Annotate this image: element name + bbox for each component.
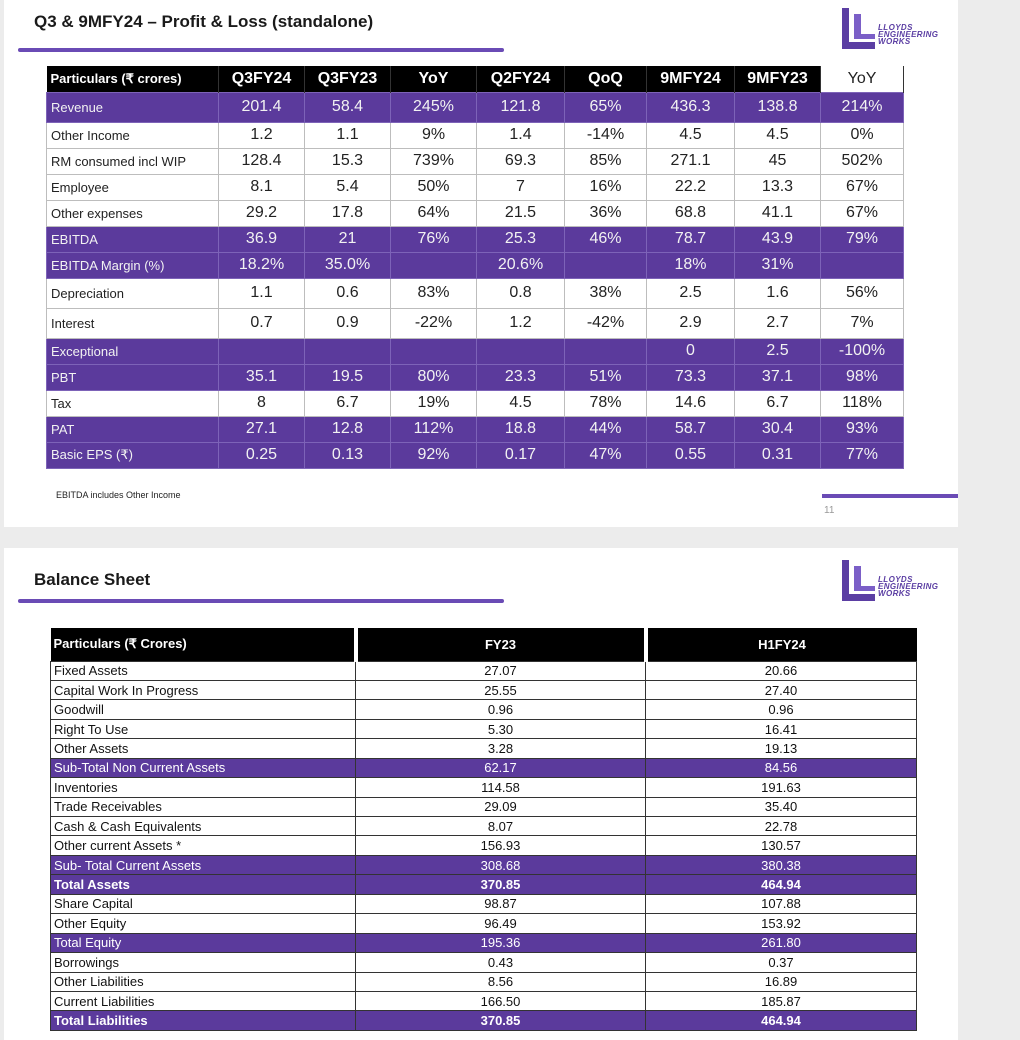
table-cell: 83% <box>391 278 477 308</box>
row-label: Borrowings <box>51 953 356 972</box>
table-cell: 96.49 <box>356 914 646 933</box>
logo-text-line: WORKS <box>878 589 911 598</box>
table-cell: 0.96 <box>356 700 646 719</box>
table-cell: 20.66 <box>646 661 917 680</box>
table-cell: 0.25 <box>219 442 305 468</box>
table-cell: 22.78 <box>646 817 917 836</box>
row-label: Interest <box>47 308 219 338</box>
table-row <box>51 972 917 991</box>
table-row <box>51 797 917 816</box>
footnote: EBITDA includes Other Income <box>56 490 181 500</box>
balance-sheet-slide <box>4 548 958 1040</box>
table-cell: 31% <box>735 252 821 278</box>
table-cell: 58.7 <box>647 416 735 442</box>
table-cell: 0.17 <box>477 442 565 468</box>
table-cell: 7 <box>477 174 565 200</box>
table-row <box>51 1011 917 1030</box>
table-cell: 308.68 <box>356 855 646 874</box>
table-cell: 64% <box>391 200 477 226</box>
table-row <box>51 875 917 894</box>
table-cell: 1.1 <box>219 278 305 308</box>
row-label: PAT <box>47 416 219 442</box>
table-cell: 128.4 <box>219 148 305 174</box>
table-cell: 0.6 <box>305 278 391 308</box>
table-row <box>51 778 917 797</box>
table-cell: 77% <box>821 442 904 468</box>
table-cell: 15.3 <box>305 148 391 174</box>
table-cell: 114.58 <box>356 778 646 797</box>
table-row <box>51 953 917 972</box>
table-cell <box>219 338 305 364</box>
table-cell: 78.7 <box>647 226 735 252</box>
table-cell: 2.7 <box>735 308 821 338</box>
table-row <box>51 719 917 738</box>
table-cell: 35.40 <box>646 797 917 816</box>
table-row <box>51 700 917 719</box>
table-row <box>51 739 917 758</box>
table-cell: 6.7 <box>735 390 821 416</box>
pl-column-header: Q3FY23 <box>305 66 391 92</box>
pl-column-header: Q3FY24 <box>219 66 305 92</box>
table-cell: 47% <box>565 442 647 468</box>
table-cell: 27.40 <box>646 680 917 699</box>
table-cell: 370.85 <box>356 875 646 894</box>
table-cell: 67% <box>821 174 904 200</box>
table-cell: 0.7 <box>219 308 305 338</box>
table-cell: 4.5 <box>647 122 735 148</box>
logo-text-line: ENGINEERING <box>878 582 939 591</box>
table-cell: 27.07 <box>356 661 646 680</box>
table-cell: 43.9 <box>735 226 821 252</box>
table-cell: 107.88 <box>646 894 917 913</box>
logo-mark-icon <box>838 6 878 54</box>
table-cell: 98.87 <box>356 894 646 913</box>
table-cell: 436.3 <box>647 92 735 122</box>
row-label: EBITDA Margin (%) <box>47 252 219 278</box>
table-cell: 2.5 <box>647 278 735 308</box>
row-label: Right To Use <box>51 719 356 738</box>
table-cell: 16% <box>565 174 647 200</box>
table-cell: 27.1 <box>219 416 305 442</box>
table-cell: 0.43 <box>356 953 646 972</box>
table-cell: 73.3 <box>647 364 735 390</box>
footer-line <box>822 494 958 498</box>
table-cell: 84.56 <box>646 758 917 777</box>
row-label: Other Assets <box>51 739 356 758</box>
table-cell: 0.13 <box>305 442 391 468</box>
row-label: Current Liabilities <box>51 991 356 1010</box>
row-label: Revenue <box>47 92 219 122</box>
row-label: Basic EPS (₹) <box>47 442 219 468</box>
row-label: Fixed Assets <box>51 661 356 680</box>
row-label: EBITDA <box>47 226 219 252</box>
row-label: Other expenses <box>47 200 219 226</box>
table-cell <box>391 252 477 278</box>
table-cell: 201.4 <box>219 92 305 122</box>
table-cell: 464.94 <box>646 1011 917 1030</box>
table-cell: 5.30 <box>356 719 646 738</box>
table-cell: 22.2 <box>647 174 735 200</box>
table-cell: 17.8 <box>305 200 391 226</box>
table-cell: 20.6% <box>477 252 565 278</box>
table-cell: 18.2% <box>219 252 305 278</box>
logo-text-line: LLOYDS <box>878 575 913 584</box>
table-row <box>51 855 917 874</box>
table-cell: -100% <box>821 338 904 364</box>
title-underline <box>18 48 504 52</box>
table-cell: 380.38 <box>646 855 917 874</box>
profit-loss-table <box>46 66 904 469</box>
table-cell: 23.3 <box>477 364 565 390</box>
table-cell: 19.5 <box>305 364 391 390</box>
table-cell: -42% <box>565 308 647 338</box>
table-row <box>51 894 917 913</box>
table-cell: 739% <box>391 148 477 174</box>
table-cell: 37.1 <box>735 364 821 390</box>
table-cell: 50% <box>391 174 477 200</box>
table-cell: 138.8 <box>735 92 821 122</box>
table-cell: 0.55 <box>647 442 735 468</box>
table-cell: 195.36 <box>356 933 646 952</box>
pl-column-header: Q2FY24 <box>477 66 565 92</box>
table-row <box>51 991 917 1010</box>
table-cell: 1.1 <box>305 122 391 148</box>
table-row <box>47 308 904 338</box>
table-cell: 44% <box>565 416 647 442</box>
table-cell: 76% <box>391 226 477 252</box>
table-cell: 36% <box>565 200 647 226</box>
title-underline <box>18 599 504 603</box>
table-cell: 19.13 <box>646 739 917 758</box>
table-cell: 69.3 <box>477 148 565 174</box>
table-cell: 35.1 <box>219 364 305 390</box>
table-cell: 45 <box>735 148 821 174</box>
row-label: Trade Receivables <box>51 797 356 816</box>
table-cell: 25.55 <box>356 680 646 699</box>
table-cell: 1.4 <box>477 122 565 148</box>
table-cell: 62.17 <box>356 758 646 777</box>
row-label: Total Liabilities <box>51 1011 356 1030</box>
table-cell: 16.89 <box>646 972 917 991</box>
table-cell: 2.5 <box>735 338 821 364</box>
table-row <box>47 226 904 252</box>
row-label: Total Equity <box>51 933 356 952</box>
bs-column-header: FY23 <box>356 628 646 661</box>
table-cell: 78% <box>565 390 647 416</box>
row-label: Goodwill <box>51 700 356 719</box>
table-cell: 0% <box>821 122 904 148</box>
table-cell: 0.9 <box>305 308 391 338</box>
table-cell: 464.94 <box>646 875 917 894</box>
row-label: Other Equity <box>51 914 356 933</box>
row-label: Inventories <box>51 778 356 797</box>
table-cell: 3.28 <box>356 739 646 758</box>
table-row <box>47 200 904 226</box>
table-cell: 67% <box>821 200 904 226</box>
table-row <box>47 148 904 174</box>
table-cell: 29.2 <box>219 200 305 226</box>
row-label: Depreciation <box>47 278 219 308</box>
row-label: Other current Assets * <box>51 836 356 855</box>
logo-mark-icon <box>838 558 878 606</box>
table-cell: 46% <box>565 226 647 252</box>
row-label: Tax <box>47 390 219 416</box>
company-logo <box>838 558 956 608</box>
table-row <box>47 364 904 390</box>
row-label: Sub-Total Non Current Assets <box>51 758 356 777</box>
table-cell: 0.31 <box>735 442 821 468</box>
table-cell: 370.85 <box>356 1011 646 1030</box>
table-cell: 4.5 <box>735 122 821 148</box>
table-cell: 1.2 <box>477 308 565 338</box>
table-cell: 19% <box>391 390 477 416</box>
table-row <box>51 933 917 952</box>
table-row <box>47 174 904 200</box>
table-cell: 14.6 <box>647 390 735 416</box>
table-cell: 41.1 <box>735 200 821 226</box>
table-row <box>51 914 917 933</box>
row-label: Other Liabilities <box>51 972 356 991</box>
table-cell: 85% <box>565 148 647 174</box>
logo-text-line: ENGINEERING <box>878 30 939 39</box>
table-cell: 0.8 <box>477 278 565 308</box>
table-row <box>51 758 917 777</box>
table-cell <box>391 338 477 364</box>
table-cell: 30.4 <box>735 416 821 442</box>
table-cell: 0.37 <box>646 953 917 972</box>
bs-column-header: H1FY24 <box>646 628 917 661</box>
table-cell: 80% <box>391 364 477 390</box>
table-row <box>47 390 904 416</box>
table-row <box>51 680 917 699</box>
slide-title: Balance Sheet <box>34 570 151 589</box>
table-cell: 1.6 <box>735 278 821 308</box>
table-cell: 29.09 <box>356 797 646 816</box>
table-cell: 185.87 <box>646 991 917 1010</box>
table-cell: 8 <box>219 390 305 416</box>
table-cell: 166.50 <box>356 991 646 1010</box>
table-cell: -22% <box>391 308 477 338</box>
table-cell <box>821 252 904 278</box>
table-cell: 58.4 <box>305 92 391 122</box>
bs-column-header: Particulars (₹ Crores) <box>51 628 356 661</box>
table-cell: 36.9 <box>219 226 305 252</box>
row-label: Share Capital <box>51 894 356 913</box>
row-label: Other Income <box>47 122 219 148</box>
pl-column-header: YoY <box>821 66 904 92</box>
row-label: PBT <box>47 364 219 390</box>
table-cell: 21.5 <box>477 200 565 226</box>
table-cell: 7% <box>821 308 904 338</box>
table-cell: 121.8 <box>477 92 565 122</box>
table-cell: 5.4 <box>305 174 391 200</box>
row-label: RM consumed incl WIP <box>47 148 219 174</box>
table-cell: 2.9 <box>647 308 735 338</box>
page-number: 11 <box>824 505 835 516</box>
table-cell: 25.3 <box>477 226 565 252</box>
table-cell: 1.2 <box>219 122 305 148</box>
table-cell: 18.8 <box>477 416 565 442</box>
pl-column-header: QoQ <box>565 66 647 92</box>
table-cell: 12.8 <box>305 416 391 442</box>
table-cell: 65% <box>565 92 647 122</box>
table-row <box>47 92 904 122</box>
table-row <box>47 122 904 148</box>
table-cell: 261.80 <box>646 933 917 952</box>
table-cell: 93% <box>821 416 904 442</box>
table-cell: 38% <box>565 278 647 308</box>
table-cell: 6.7 <box>305 390 391 416</box>
row-label: Employee <box>47 174 219 200</box>
table-row <box>47 338 904 364</box>
table-cell: 98% <box>821 364 904 390</box>
company-logo <box>838 6 956 56</box>
table-row <box>51 836 917 855</box>
pl-column-header: YoY <box>391 66 477 92</box>
table-cell: 9% <box>391 122 477 148</box>
logo-text-line: LLOYDS <box>878 23 913 32</box>
table-cell <box>305 338 391 364</box>
table-cell: 79% <box>821 226 904 252</box>
table-cell: 245% <box>391 92 477 122</box>
table-row <box>47 278 904 308</box>
pl-column-header: 9MFY24 <box>647 66 735 92</box>
table-cell: 51% <box>565 364 647 390</box>
table-cell: -14% <box>565 122 647 148</box>
row-label: Capital Work In Progress <box>51 680 356 699</box>
table-row <box>47 442 904 468</box>
profit-loss-slide <box>4 0 958 527</box>
table-cell: 56% <box>821 278 904 308</box>
row-label: Sub- Total Current Assets <box>51 855 356 874</box>
table-cell: 92% <box>391 442 477 468</box>
table-cell: 13.3 <box>735 174 821 200</box>
table-cell: 118% <box>821 390 904 416</box>
pl-column-header: 9MFY23 <box>735 66 821 92</box>
logo-text-line: WORKS <box>878 37 911 46</box>
row-label: Exceptional <box>47 338 219 364</box>
table-cell: 35.0% <box>305 252 391 278</box>
table-cell: 502% <box>821 148 904 174</box>
balance-sheet-table <box>50 628 917 1031</box>
table-cell <box>565 252 647 278</box>
table-row <box>51 817 917 836</box>
table-cell <box>477 338 565 364</box>
pl-column-header: Particulars (₹ crores) <box>47 66 219 92</box>
table-cell: 18% <box>647 252 735 278</box>
table-cell: 4.5 <box>477 390 565 416</box>
table-cell: 21 <box>305 226 391 252</box>
row-label: Cash & Cash Equivalents <box>51 817 356 836</box>
table-row <box>47 252 904 278</box>
table-cell: 191.63 <box>646 778 917 797</box>
table-cell: 153.92 <box>646 914 917 933</box>
table-cell: 8.56 <box>356 972 646 991</box>
table-cell: 214% <box>821 92 904 122</box>
table-cell: 112% <box>391 416 477 442</box>
table-row <box>47 416 904 442</box>
table-cell: 8.1 <box>219 174 305 200</box>
table-cell: 8.07 <box>356 817 646 836</box>
table-cell: 0 <box>647 338 735 364</box>
row-label: Total Assets <box>51 875 356 894</box>
table-cell: 156.93 <box>356 836 646 855</box>
table-row <box>51 661 917 680</box>
table-cell <box>565 338 647 364</box>
table-cell: 68.8 <box>647 200 735 226</box>
table-cell: 130.57 <box>646 836 917 855</box>
slide-title: Q3 & 9MFY24 – Profit & Loss (standalone) <box>34 12 374 31</box>
table-cell: 271.1 <box>647 148 735 174</box>
table-cell: 0.96 <box>646 700 917 719</box>
table-cell: 16.41 <box>646 719 917 738</box>
